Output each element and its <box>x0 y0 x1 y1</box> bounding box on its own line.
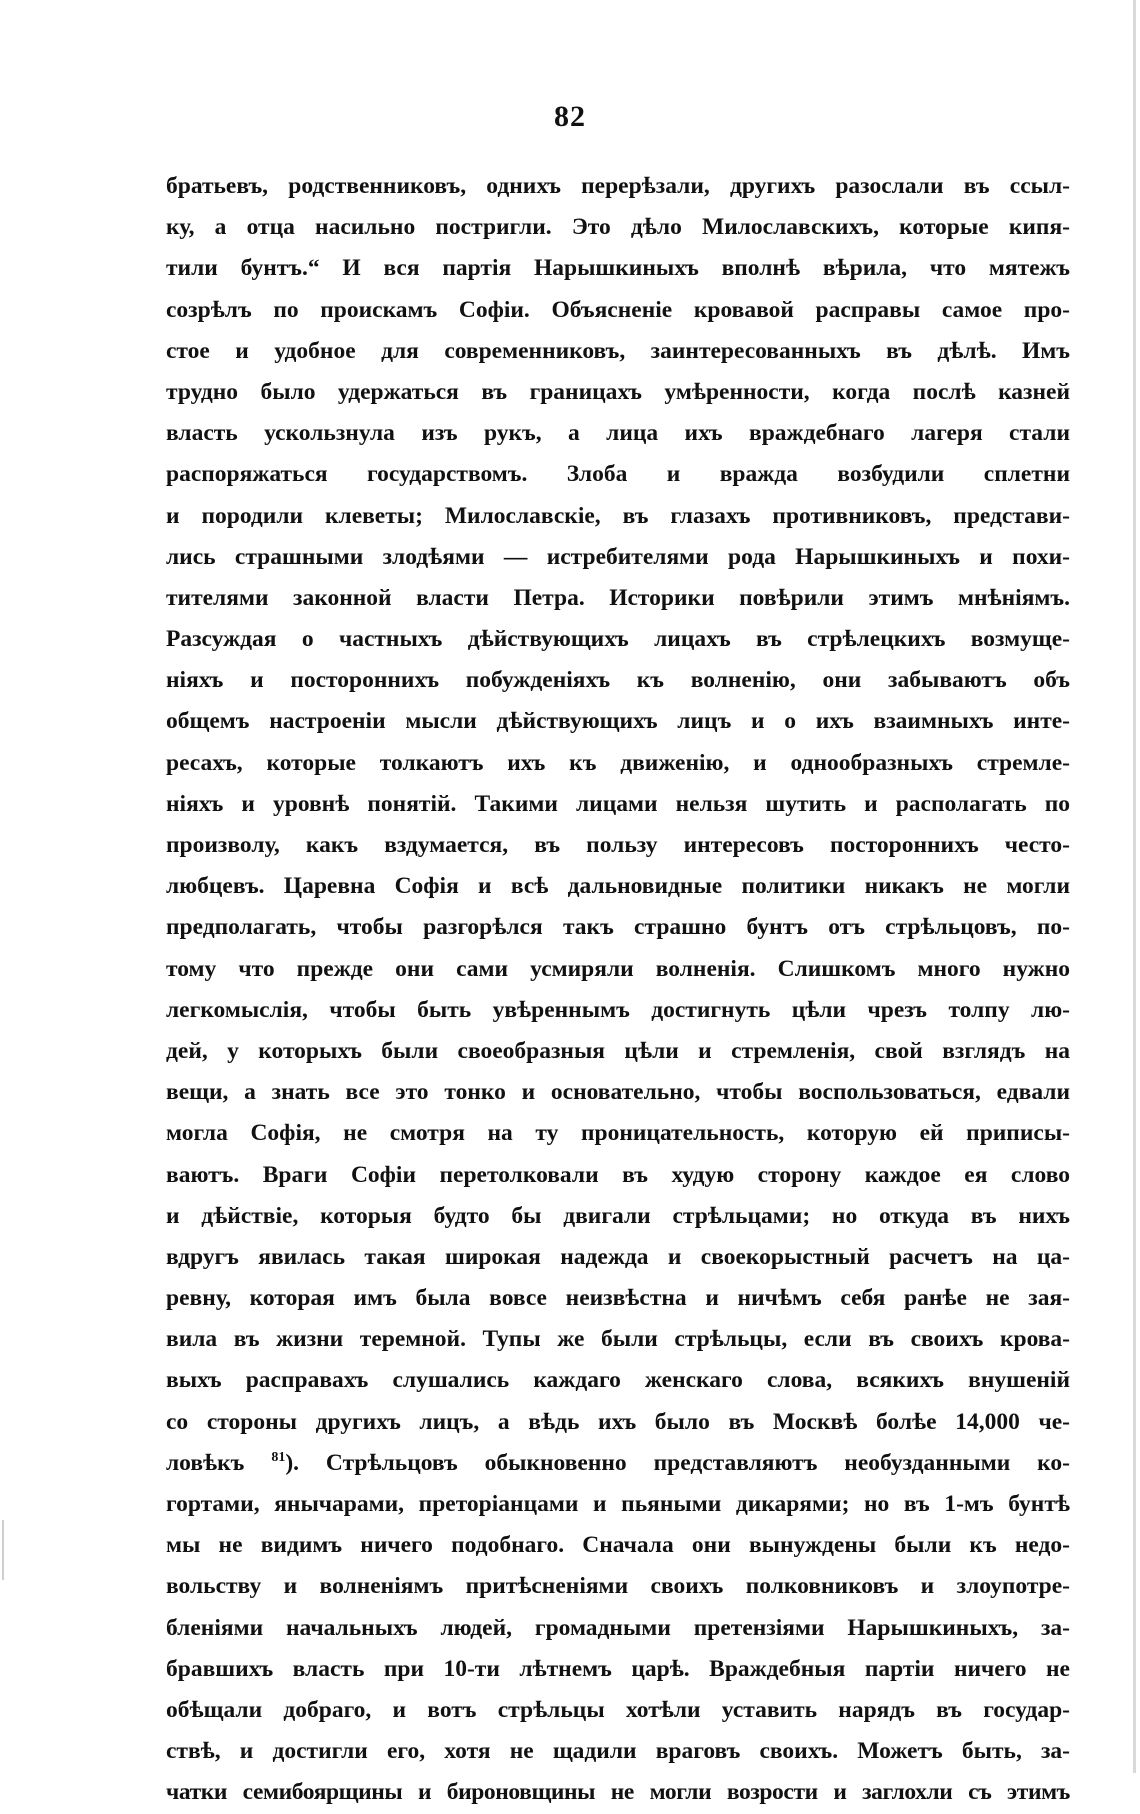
text-line: мы не видимъ ничего подобнаго. Сначала они вынуждены были къ недо- <box>166 1532 1070 1559</box>
text-line: ревну, которая имъ была вовсе неизвѣстна и ничѣмъ себя ранѣе не зая- <box>166 1285 1070 1312</box>
text-line: стое и удобное для современниковъ, заинтересованныхъ въ дѣлѣ. Имъ <box>166 337 1070 364</box>
text-fragment: ловѣкъ <box>166 1449 245 1476</box>
text-line: произволу, какъ вздумается, въ пользу интересовъ постороннихъ често- <box>166 832 1070 858</box>
text-line: вдругъ явилась такая широкая надежда и своекорыстный расчетъ на ца- <box>166 1243 1070 1270</box>
text-line: общемъ настроеніи мысли дѣйствующихъ лицъ и о ихъ взаимныхъ инте- <box>166 708 1070 735</box>
text-fragment: ). Стрѣльцовъ обыкновенно представляютъ необузданными ко- <box>285 1449 1070 1476</box>
text-line: ствѣ, и достигли его, хотя не щадили враговъ своихъ. Можетъ быть, за- <box>166 1738 1070 1765</box>
scan-binding-edge <box>1133 0 1136 1773</box>
text-line: власть ускользнула изъ рукъ, а лица ихъ враждебнаго лагеря стали <box>166 420 1070 447</box>
text-line: ваютъ. Враги Софіи перетолковали въ худую сторону каждое ея слово <box>166 1161 1070 1188</box>
text-line: ресахъ, которые толкаютъ ихъ къ движенію, и однообразныхъ стремле- <box>166 749 1070 776</box>
text-line-with-footnote <box>166 1443 1070 1484</box>
text-line: гортами, янычарами, преторіанцами и пьяными дикарями; но въ 1-мъ бунтѣ <box>166 1491 1070 1517</box>
text-line: предполагать, чтобы разгорѣлся такъ страшно бунтъ отъ стрѣльцовъ, по- <box>166 914 1070 941</box>
body-text <box>166 166 1070 1814</box>
text-line: вольству и волненіямъ притѣсненіями своихъ полковниковъ и злоупотре- <box>166 1573 1070 1600</box>
text-line: тому что прежде они сами усмиряли волненія. Слишкомъ много нужно <box>166 955 1070 982</box>
text-line: ніяхъ и постороннихъ побужденіяхъ къ волненію, они забываютъ объ <box>166 667 1070 694</box>
text-line: трудно было удержаться въ границахъ умѣренности, когда послѣ казней <box>166 378 1070 405</box>
text-line: любцевъ. Царевна Софія и всѣ дальновидные политики никакъ не могли <box>166 873 1070 900</box>
text-line: легкомыслія, чтобы быть увѣреннымъ достигнуть цѣли чрезъ толпу лю- <box>166 996 1070 1023</box>
page-number: 82 <box>554 100 586 133</box>
text-line: созрѣлъ по проискамъ Софіи. Объясненіе кровавой расправы самое про- <box>166 296 1070 323</box>
text-line: дей, у которыхъ были своеобразныя цѣли и стремленія, свой взглядъ на <box>166 1037 1070 1064</box>
text-line: обѣщали добраго, и вотъ стрѣльцы хотѣли уставить нарядъ въ государ- <box>166 1696 1070 1723</box>
text-line: бленіями начальныхъ людей, громадными претензіями Нарышкиныхъ, за- <box>166 1614 1070 1641</box>
text-line: вила въ жизни теремной. Тупы же были стрѣльцы, если въ своихъ крова- <box>166 1326 1070 1353</box>
text-line: братьевъ, родственниковъ, однихъ перерѣзали, другихъ разослали въ ссыл- <box>166 173 1070 199</box>
text-line: Разсуждая о частныхъ дѣйствующихъ лицахъ въ стрѣлецкихъ возмуще- <box>166 626 1070 653</box>
text-line: лись страшными злодѣями — истребителями рода Нарышкиныхъ и похи- <box>166 543 1070 570</box>
text-line: и породили клеветы; Милославскіе, въ глазахъ противниковъ, представи- <box>166 502 1070 529</box>
text-line: бравшихъ власть при 10-ти лѣтнемъ царѣ. Враждебныя партіи ничего не <box>166 1655 1070 1682</box>
footnote-reference: 81 <box>271 1449 286 1465</box>
text-line: могла Софія, не смотря на ту проницательность, которую ей приписы- <box>166 1120 1070 1147</box>
scan-edge-mark <box>2 1520 4 1580</box>
text-line: и дѣйствіе, которыя будто бы двигали стрѣльцами; но откуда въ нихъ <box>166 1202 1070 1229</box>
text-line: ніяхъ и уровнѣ понятій. Такими лицами нельзя шутить и располагать по <box>166 790 1070 817</box>
text-line: чатки семибоярщины и бироновщины не могли возрости и заглохли съ этимъ <box>166 1779 1070 1806</box>
text-line: тили бунтъ.“ И вся партія Нарышкиныхъ вполнѣ вѣрила, что мятежъ <box>166 255 1070 282</box>
text-line: со стороны другихъ лицъ, а вѣдь ихъ было въ Москвѣ болѣе 14,000 че- <box>166 1408 1070 1435</box>
text-line: тителями законной власти Петра. Историки повѣрили этимъ мнѣніямъ. <box>166 584 1070 611</box>
text-line: ку, а отца насильно постригли. Это дѣло Милославскихъ, которые кипя- <box>166 214 1070 241</box>
text-line: выхъ расправахъ слушались каждаго женскаго слова, всякихъ внушеній <box>166 1367 1070 1394</box>
text-line: распоряжаться государствомъ. Злоба и вражда возбудили сплетни <box>166 461 1070 488</box>
text-line: вещи, а знать все это тонко и основательно, чтобы воспользоваться, едвали <box>166 1079 1070 1106</box>
